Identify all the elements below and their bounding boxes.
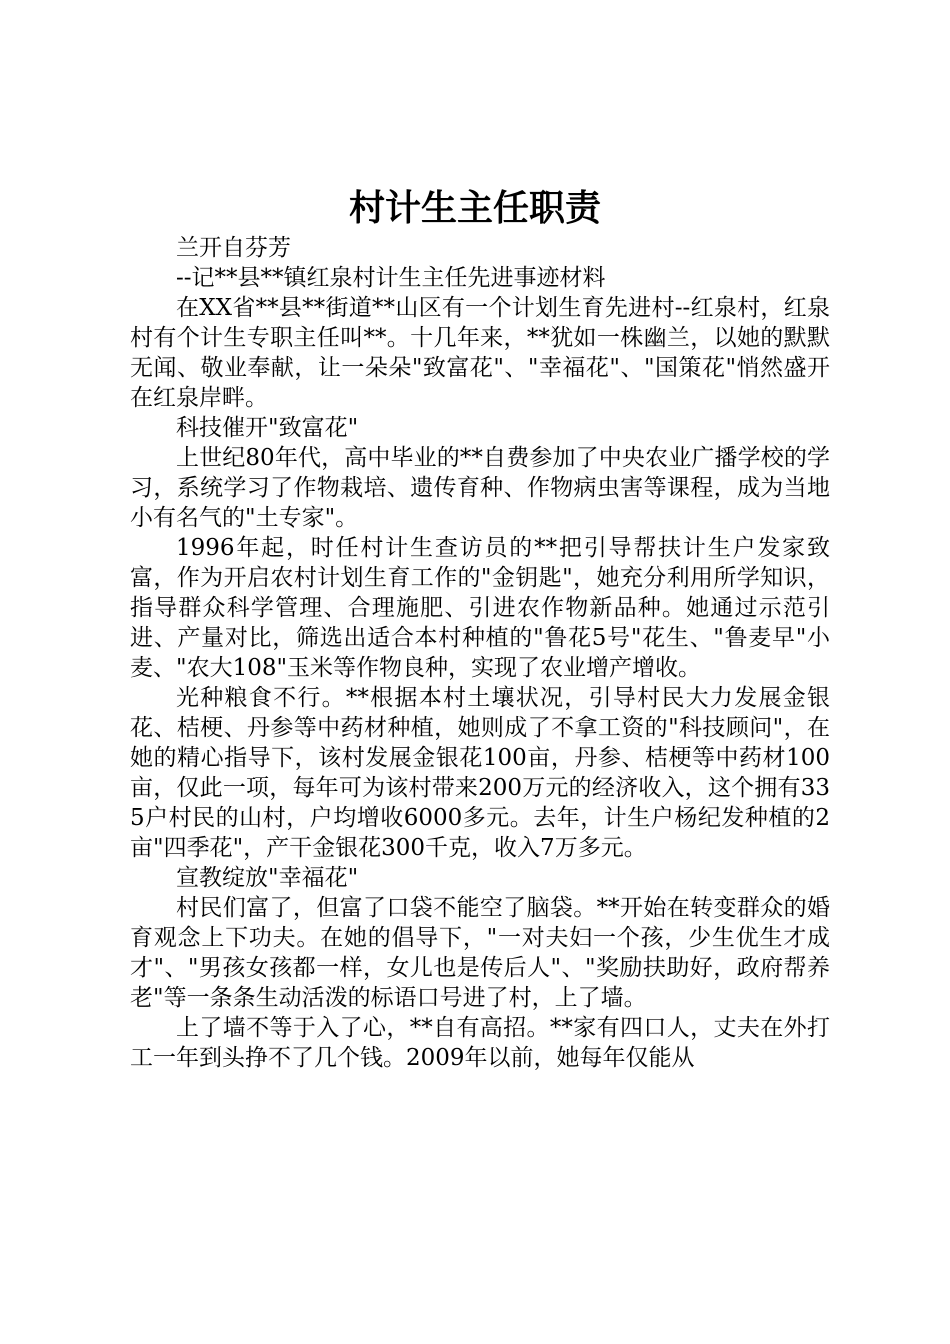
- paragraph: 光种粮食不行。**根据本村土壤状况，引导村民大力发展金银花、桔梗、丹参等中药材种植，她则成了不拿工资的"科技顾问"，在她的精心指导下，该村发展金银花100亩，丹参、桔梗等中药材100亩，仅此一项，每年可为该村带来200万元的经济收入，这个拥有335户村民的山村，户均增收6000多元。去年，计生户杨纪发种植的2亩"四季花"，产干金银花300千克，收入7万多元。: [130, 685, 830, 861]
- document-body: [130, 233, 830, 1073]
- subtitle-description: --记**县**镇红泉村计生主任先进事迹材料: [176, 265, 606, 291]
- paragraph: 村民们富了，但富了口袋不能空了脑袋。**开始在转变群众的婚育观念上下功夫。在她的倡导下，"一对夫妇一个孩，少生优生才成才"、"男孩女孩都一样，女儿也是传后人"、"奖励扶助好，政府帮养老"等一条条生动活泼的标语口号进了村，上了墙。: [130, 895, 830, 1011]
- paragraph: 在XX省**县**街道**山区有一个计划生育先进村--红泉村，红泉村有个计生专职主任叫**。十几年来，**犹如一株幽兰，以她的默默无闻、敬业奉献，让一朵朵"致富花"、"幸福花"、"国策花"悄然盛开在红泉岸畔。: [130, 295, 830, 411]
- section-heading: 科技催开"致富花": [176, 415, 359, 441]
- paragraph: 上了墙不等于入了心，**自有高招。**家有四口人，丈夫在外打工一年到头挣不了几个钱。2009年以前，她每年仅能从: [130, 1015, 830, 1071]
- paragraph: 上世纪80年代，高中毕业的**自费参加了中央农业广播学校的学习，系统学习了作物栽培、遗传育种、作物病虫害等课程，成为当地小有名气的"土专家"。: [130, 445, 830, 531]
- section-heading: 宣教绽放"幸福花": [176, 865, 359, 891]
- paragraph: 1996年起，时任村计生查访员的**把引导帮扶计生户发家致富，作为开启农村计划生育工作的"金钥匙"，她充分利用所学知识，指导群众科学管理、合理施肥、引进农作物新品种。她通过示范引进、产量对比，筛选出适合本村种植的"鲁花5号"花生、"鲁麦早"小麦、"农大108"玉米等作物良种，实现了农业增产增收。: [130, 535, 830, 681]
- document-title: 村计生主任职责: [348, 187, 601, 229]
- subtitle-author: 兰开自芬芳: [176, 235, 291, 261]
